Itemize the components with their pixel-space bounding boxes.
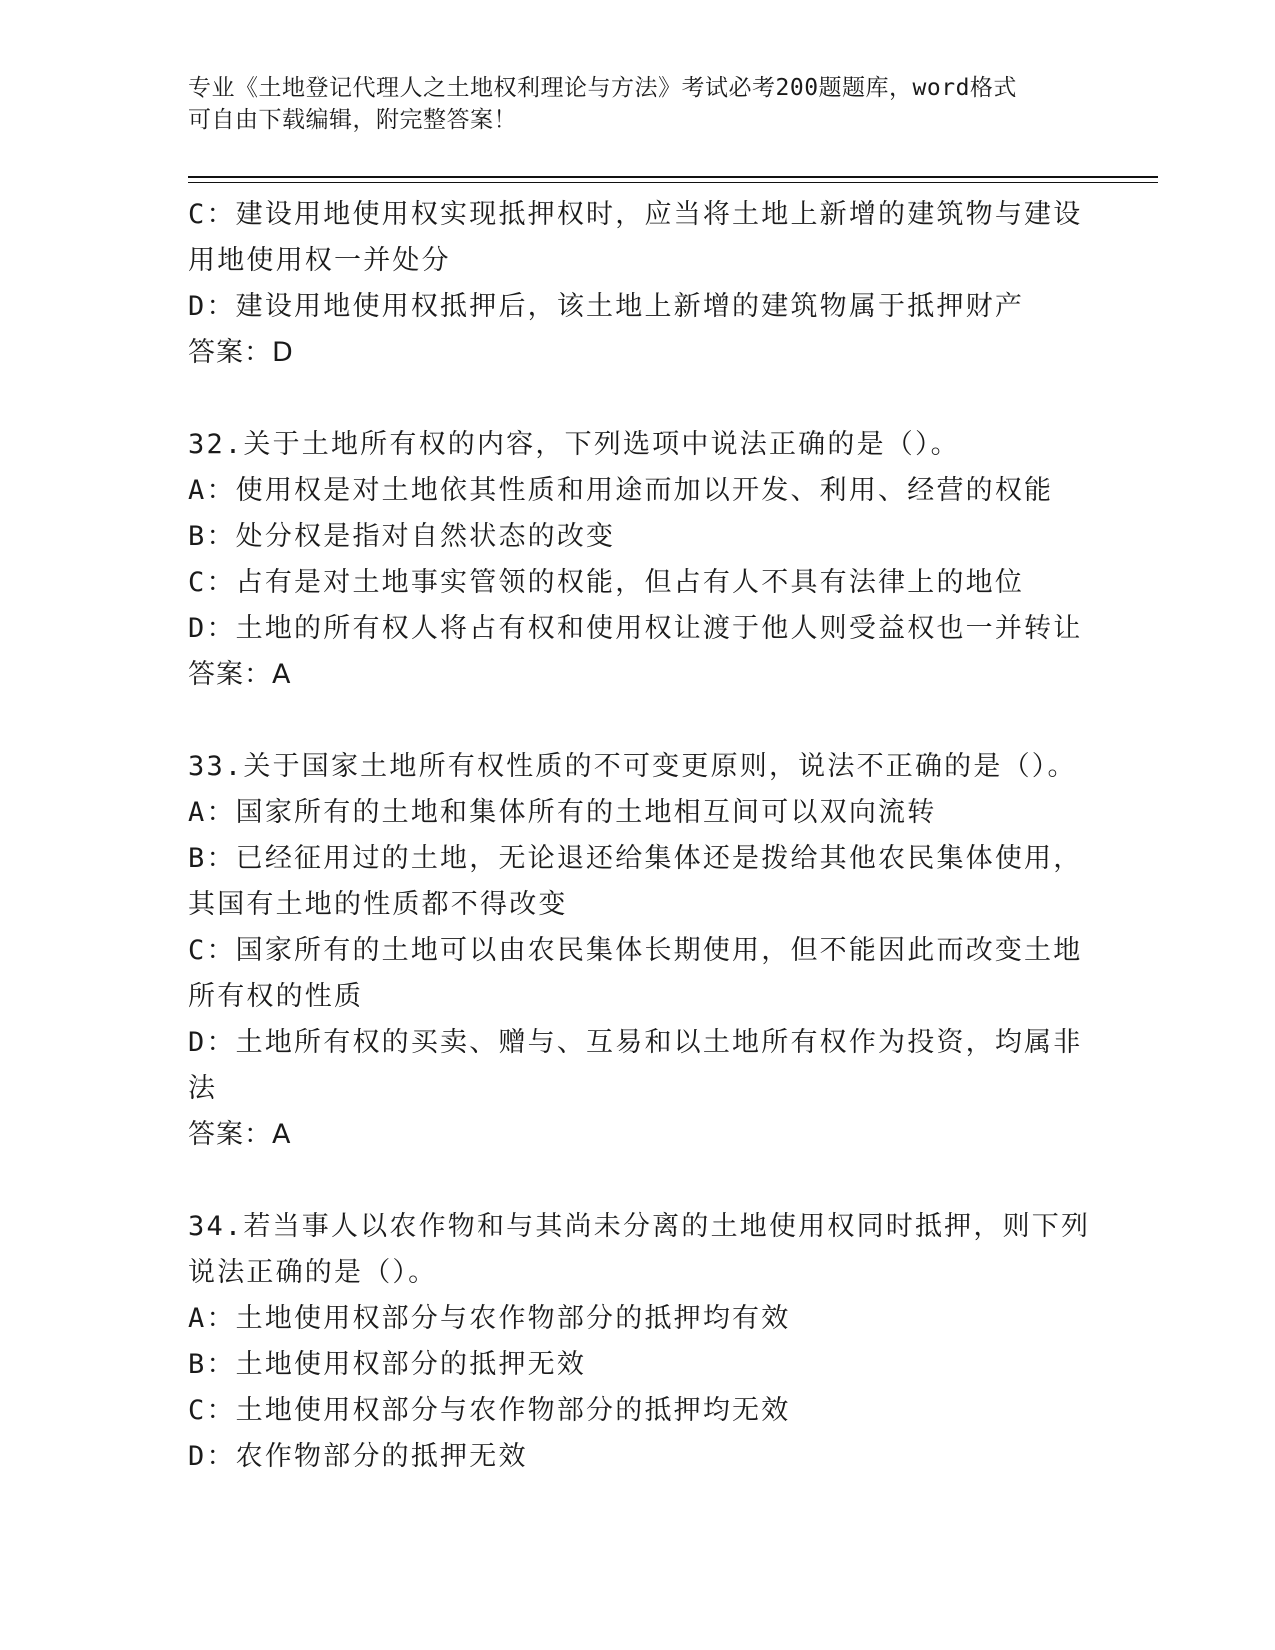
question-32 [188,422,1088,698]
question-stem: 33.关于国家土地所有权性质的不可变更原则，说法不正确的是（）。 [188,751,1077,782]
option-line: C：建设用地使用权实现抵押权时，应当将土地上新增的建筑物与建设 [188,199,1083,230]
option-a: A：国家所有的土地和集体所有的土地相互间可以双向流转 [188,797,937,828]
question-stem: 32.关于土地所有权的内容，下列选项中说法正确的是（）。 [188,429,960,460]
option-b: B：已经征用过的土地，无论退还给集体还是拨给其他农民集体使用， [188,843,1083,874]
option-line: D：建设用地使用权抵押后，该土地上新增的建筑物属于抵押财产 [188,291,1025,322]
option-b: B：处分权是指对自然状态的改变 [188,521,616,552]
spacer [188,376,1088,422]
option-d: D：土地所有权的买卖、赠与、互易和以土地所有权作为投资，均属非 [188,1027,1083,1058]
header-title-line-2: 可自由下载编辑，附完整答案！ [188,107,517,133]
document-header [188,72,1088,136]
option-c: C：占有是对土地事实管领的权能，但占有人不具有法律上的地位 [188,567,1025,598]
header-title-line-1: 专业《土地登记代理人之土地权利理论与方法》考试必考200题题库，word格式 [188,75,1017,101]
option-b-continued: 其国有土地的性质都不得改变 [188,889,568,920]
answer-line: 答案：A [188,659,292,690]
question-list [188,192,1091,1480]
option-d: D：土地的所有权人将占有权和使用权让渡于他人则受益权也一并转让 [188,613,1083,644]
option-c: C：土地使用权部分与农作物部分的抵押均无效 [188,1395,791,1426]
question-34 [188,1204,1091,1480]
option-d-continued: 法 [188,1073,218,1104]
question-stem-continued: 说法正确的是（）。 [188,1257,438,1288]
spacer [188,698,1088,744]
question-31-continued [188,192,1088,376]
option-line: 用地使用权一并处分 [188,245,451,276]
option-c-continued: 所有权的性质 [188,981,364,1012]
spacer [188,1158,1088,1204]
option-a: A：使用权是对土地依其性质和用途而加以开发、利用、经营的权能 [188,475,1054,506]
option-d: D：农作物部分的抵押无效 [188,1441,528,1472]
question-stem: 34.若当事人以农作物和与其尚未分离的土地使用权同时抵押，则下列 [188,1211,1091,1242]
header-divider-thin [188,182,1158,183]
option-a: A：土地使用权部分与农作物部分的抵押均有效 [188,1303,791,1334]
header-divider-thick [188,176,1158,178]
question-33 [188,744,1088,1158]
option-c: C：国家所有的土地可以由农民集体长期使用，但不能因此而改变土地 [188,935,1083,966]
answer-line: 答案：A [188,1119,292,1150]
answer-line: 答案：D [188,337,294,368]
option-b: B：土地使用权部分的抵押无效 [188,1349,587,1380]
